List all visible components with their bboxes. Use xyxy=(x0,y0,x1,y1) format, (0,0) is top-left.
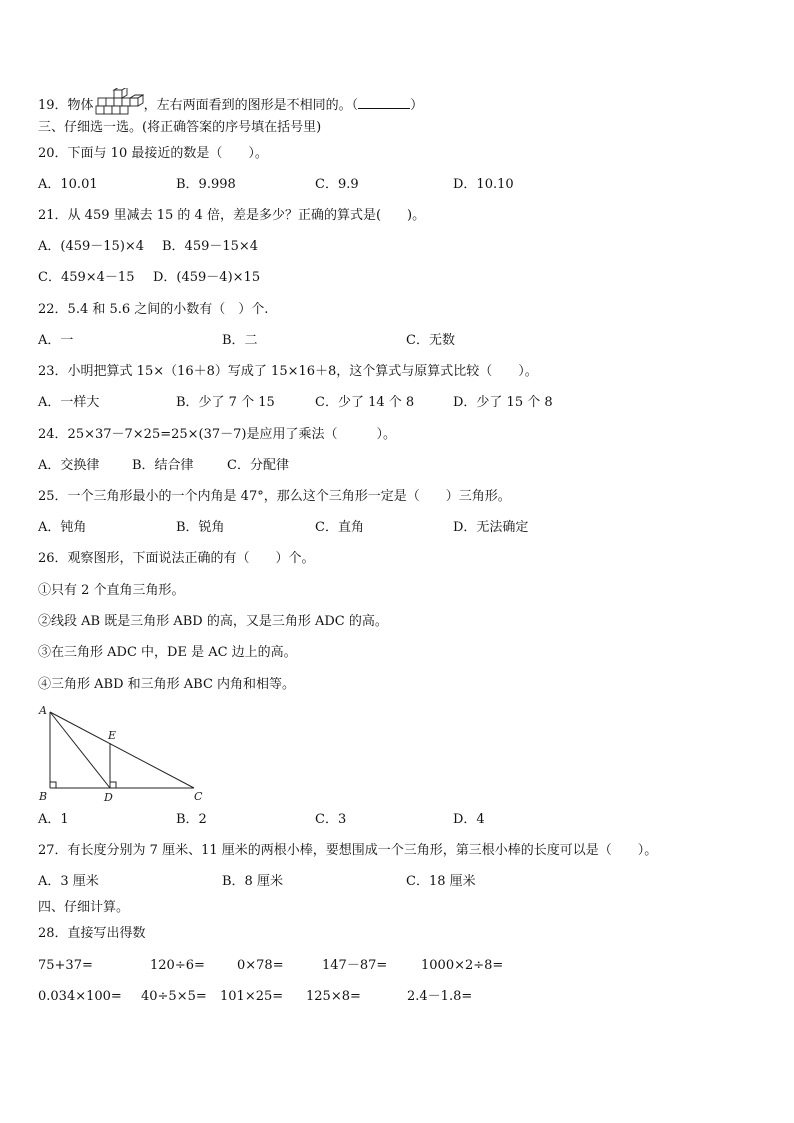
q21-option-d[interactable]: D．(459－4)×15 xyxy=(153,270,261,285)
q22-option-a[interactable]: A．一 xyxy=(38,333,74,348)
q23-option-d[interactable]: D．少了 15 个 8 xyxy=(453,395,553,410)
calc-item: 0.034×100= xyxy=(38,989,122,1004)
q23-option-b[interactable]: B．少了 7 个 15 xyxy=(176,395,275,410)
question-22-stem: 22．5.4 和 5.6 之间的小数有（ ）个. xyxy=(38,302,269,317)
segment-ac xyxy=(50,712,194,788)
triangle-figure xyxy=(36,700,211,805)
question-23-stem: 23．小明把算式 15×（16＋8）写成了 15×16＋8，这个算式与原算式比较（ ）。 xyxy=(38,364,538,379)
question-19-close: ） xyxy=(410,98,424,113)
section-4-heading: 四、仔细计算。 xyxy=(38,900,130,915)
q25-option-c[interactable]: C．直角 xyxy=(315,520,364,535)
q24-option-a[interactable]: A．交换律 xyxy=(38,458,100,473)
q21-option-b[interactable]: B．459－15×4 xyxy=(162,239,259,254)
q22-option-b[interactable]: B．二 xyxy=(222,333,258,348)
calc-item: 40÷5×5= xyxy=(141,989,207,1004)
calc-item: 120÷6= xyxy=(150,958,205,973)
q27-option-c[interactable]: C．18 厘米 xyxy=(406,874,476,889)
q26-statement-4: ④三角形 ABD 和三角形 ABC 内角和相等。 xyxy=(38,677,296,692)
point-label-e: E xyxy=(108,729,117,742)
q21-option-a[interactable]: A．(459－15)×4 xyxy=(38,239,145,254)
q26-option-d[interactable]: D．4 xyxy=(453,812,485,827)
question-20-stem: 20．下面与 10 最接近的数是（ ）。 xyxy=(38,146,268,161)
point-label-d: D xyxy=(104,791,113,804)
calc-item: 0×78= xyxy=(237,958,284,973)
q20-option-a[interactable]: A．10.01 xyxy=(38,177,98,192)
question-24-stem: 24．25×37－7×25=25×(37－7)是应用了乘法（ ）。 xyxy=(38,427,397,442)
q26-option-a[interactable]: A．1 xyxy=(38,812,69,827)
q20-option-c[interactable]: C．9.9 xyxy=(315,177,359,192)
right-angle-mark-b xyxy=(50,782,56,788)
calc-item: 125×8= xyxy=(306,989,361,1004)
q26-option-b[interactable]: B．2 xyxy=(176,812,207,827)
q25-option-a[interactable]: A．钝角 xyxy=(38,520,87,535)
q27-option-b[interactable]: B．8 厘米 xyxy=(222,874,283,889)
question-26-stem: 26．观察图形，下面说法正确的有（ ）个。 xyxy=(38,551,315,566)
question-19-prefix: 物体 xyxy=(67,98,94,113)
q25-option-d[interactable]: D．无法确定 xyxy=(453,520,529,535)
question-21-stem: 21．从 459 里减去 15 的 4 倍，差是多少？正确的算式是( )。 xyxy=(38,208,426,223)
right-angle-mark-d xyxy=(110,782,116,788)
calc-item: 147－87= xyxy=(322,958,388,973)
q24-option-c[interactable]: C．分配律 xyxy=(227,458,289,473)
q20-option-b[interactable]: B．9.998 xyxy=(176,177,236,192)
calc-item: 101×25= xyxy=(220,989,284,1004)
calc-item: 2.4－1.8= xyxy=(407,989,473,1004)
q26-statement-1: ①只有 2 个直角三角形。 xyxy=(38,583,185,598)
question-19-text: ，左右两面看到的图形是不相同的。（ xyxy=(143,98,359,113)
q24-option-b[interactable]: B．结合律 xyxy=(132,458,194,473)
calc-item: 1000×2÷8= xyxy=(421,958,504,973)
question-19-number: 19． xyxy=(38,98,68,113)
answer-blank[interactable] xyxy=(358,96,410,109)
q26-statement-2: ②线段 AB 既是三角形 ABD 的高，又是三角形 ADC 的高。 xyxy=(38,614,388,629)
q25-option-b[interactable]: B．锐角 xyxy=(176,520,225,535)
q27-option-a[interactable]: A．3 厘米 xyxy=(38,874,99,889)
q20-option-d[interactable]: D．10.10 xyxy=(453,177,514,192)
point-label-b: B xyxy=(39,790,48,803)
q26-statement-3: ③在三角形 ADC 中，DE 是 AC 边上的高。 xyxy=(38,645,297,660)
section-3-heading: 三、仔细选一选。(将正确答案的序号填在括号里) xyxy=(38,120,322,135)
question-27-stem: 27．有长度分别为 7 厘米、11 厘米的两根小棒，要想围成一个三角形，第三根小棒的长度可以是（ ）。 xyxy=(38,843,658,858)
question-28-stem: 28．直接写出得数 xyxy=(38,926,146,941)
q23-option-c[interactable]: C．少了 14 个 8 xyxy=(315,395,415,410)
question-25-stem: 25．一个三角形最小的一个内角是 47°，那么这个三角形一定是（ ）三角形。 xyxy=(38,489,511,504)
cube-stack-icon xyxy=(94,88,144,118)
calc-item: 75+37= xyxy=(38,958,93,973)
q26-option-c[interactable]: C．3 xyxy=(315,812,347,827)
q21-option-c[interactable]: C．459×4－15 xyxy=(38,270,135,285)
question-19 xyxy=(38,88,423,118)
q22-option-c[interactable]: C．无数 xyxy=(406,333,455,348)
q23-option-a[interactable]: A．一样大 xyxy=(38,395,100,410)
point-label-c: C xyxy=(194,790,203,803)
point-label-a: A xyxy=(39,704,47,717)
segment-ad xyxy=(50,712,110,788)
